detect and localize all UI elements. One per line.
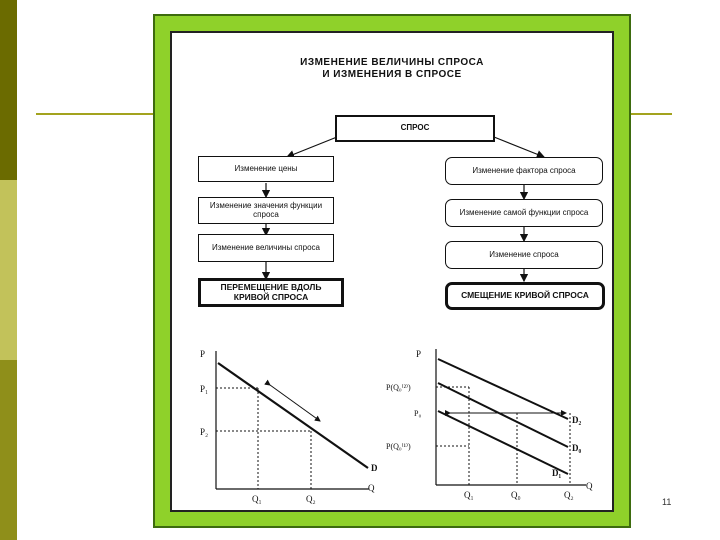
- graph-curve-shift: [386, 343, 614, 513]
- diagram-title-line2: И ИЗМЕНЕНИЯ В СПРОСЕ: [322, 69, 462, 80]
- sidebar-stripe-bottom: [0, 360, 17, 540]
- left-box-quantity-change: Изменение величины спроса: [198, 234, 334, 262]
- root-box-demand: СПРОС: [335, 115, 495, 142]
- right-q1-label: Q₁: [464, 490, 474, 500]
- right-box-factor-change: Изменение фактора спроса: [445, 157, 603, 185]
- sidebar-stripe-middle: [0, 180, 17, 360]
- left-box-price-change: Изменение цены: [198, 156, 334, 182]
- left-box-function-value: Изменение значения функции спроса: [198, 197, 334, 224]
- right-d0-label: D₀: [572, 443, 582, 453]
- right-x-axis-label: Q: [586, 481, 593, 491]
- left-y-axis-label: P: [200, 349, 206, 359]
- right-box-function-itself: Изменение самой функции спроса: [445, 199, 603, 227]
- left-q1-label: Q₁: [252, 494, 262, 504]
- right-curve-d2: [438, 359, 568, 419]
- left-q2-label: Q₂: [306, 494, 316, 504]
- right-p0-label: P₀: [414, 409, 422, 418]
- left-box-movement-along: ПЕРЕМЕЩЕНИЕ ВДОЛЬ КРИВОЙ СПРОСА: [198, 278, 344, 307]
- diagram-title-line1: ИЗМЕНЕНИЕ ВЕЛИЧИНЫ СПРОСА: [300, 57, 484, 68]
- right-d2-label: D₂: [572, 415, 582, 425]
- left-x-axis-label: Q: [368, 483, 375, 493]
- graph-movement-along-curve: [194, 343, 394, 513]
- page-number: 11: [662, 497, 672, 507]
- left-curve-label: D: [371, 463, 378, 473]
- right-y-axis-label: P: [416, 349, 422, 359]
- left-demand-curve: [218, 363, 368, 468]
- right-d1-label: D₁: [552, 468, 562, 478]
- right-curve-d1: [438, 411, 568, 474]
- scanned-diagram: [170, 31, 614, 512]
- decorative-line-right: [631, 113, 672, 115]
- arrow-root-left: [287, 137, 337, 157]
- arrow-root-right: [494, 137, 544, 157]
- right-q0-label: Q₀: [511, 490, 521, 500]
- sidebar-stripe-top: [0, 0, 17, 180]
- decorative-line-left: [36, 113, 153, 115]
- right-curve-d0: [438, 383, 568, 447]
- right-box-curve-shift: СМЕЩЕНИЕ КРИВОЙ СПРОСА: [445, 282, 605, 310]
- left-p1-label: P₁: [200, 384, 209, 394]
- left-p2-label: P₂: [200, 427, 209, 437]
- right-p-upper-label: P(Q₀⁽²⁾): [386, 383, 411, 392]
- right-q2-label: Q₂: [564, 490, 574, 500]
- right-p-lower-label: P(Q₀⁽¹⁾): [386, 442, 411, 451]
- right-box-demand-change: Изменение спроса: [445, 241, 603, 269]
